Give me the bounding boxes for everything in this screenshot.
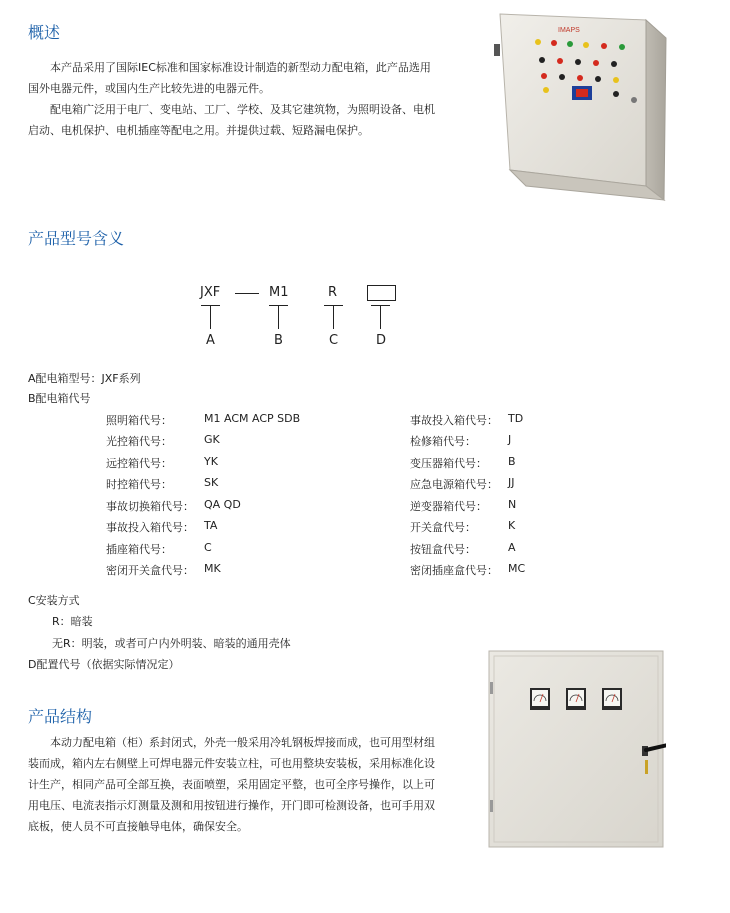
- code-value: SK: [204, 476, 219, 489]
- code-r: R: [328, 285, 338, 300]
- code-letter-d: D: [376, 333, 387, 348]
- code-value: K: [508, 519, 516, 532]
- code-value: QA QD: [204, 498, 241, 511]
- non-r-description: 无R：明装，或者可户内外明装、暗装的通用壳体: [52, 637, 291, 650]
- code-letter-c: C: [329, 333, 339, 348]
- c-description: C安装方式: [28, 594, 80, 607]
- code-value: B: [508, 455, 516, 468]
- button-icon: [613, 77, 619, 83]
- structure-text: [28, 732, 440, 837]
- r-description: R：暗装: [52, 615, 93, 628]
- code-value: M1 ACM ACP SDB: [204, 412, 301, 425]
- code-value: JJ: [508, 476, 515, 489]
- b-description: B配电箱代号: [28, 392, 91, 405]
- lock-icon: [631, 97, 637, 103]
- code-name: 开关盒代号：: [410, 521, 476, 534]
- indicator-light: [601, 43, 607, 49]
- code-d-box: [367, 285, 396, 301]
- button-icon: [595, 76, 601, 82]
- code-name: 事故投入箱代号：: [106, 521, 194, 534]
- indicator-light: [551, 40, 557, 46]
- overview-text: [28, 57, 440, 141]
- button-icon: [611, 61, 617, 67]
- distribution-box-photo: [488, 10, 674, 202]
- button-icon: [577, 75, 583, 81]
- model-title: 产品型号含义: [28, 229, 125, 248]
- indicator-light: [583, 42, 589, 48]
- code-name: 逆变器箱代号：: [410, 500, 487, 513]
- button-icon: [557, 58, 563, 64]
- d-description: D配置代号（依据实际情况定）: [28, 658, 180, 671]
- code-value: TA: [204, 519, 218, 532]
- meter-icon: [602, 688, 622, 710]
- code-name: 检修箱代号：: [410, 435, 476, 448]
- code-m1: M1: [269, 285, 289, 300]
- code-name: 照明箱代号：: [106, 414, 172, 427]
- button-icon: [541, 73, 547, 79]
- code-name: 密闭开关盒代号：: [106, 564, 194, 577]
- a-description: A配电箱型号：JXF系列: [28, 372, 141, 385]
- indicator-light: [619, 44, 625, 50]
- code-value: A: [508, 541, 516, 554]
- code-name: 光控箱代号：: [106, 435, 172, 448]
- code-value: J: [508, 433, 512, 446]
- nameplate-mark: [576, 89, 588, 97]
- code-name: 时控箱代号：: [106, 478, 172, 491]
- cabinet-brand: IMAPS: [558, 27, 580, 34]
- hinge-icon: [494, 44, 500, 56]
- code-value: MK: [204, 562, 221, 575]
- code-dash: [235, 293, 259, 294]
- indicator-light: [567, 41, 573, 47]
- hinge-icon: [490, 800, 493, 812]
- meter-icon: [530, 688, 550, 710]
- hinge-icon: [490, 682, 493, 694]
- code-value: C: [204, 541, 212, 554]
- code-letter-a: A: [206, 333, 215, 348]
- overview-title: 概述: [28, 23, 61, 42]
- button-icon: [559, 74, 565, 80]
- code-name: 变压器箱代号：: [410, 457, 487, 470]
- code-value: YK: [204, 455, 218, 468]
- code-name: 事故投入箱代号：: [410, 414, 498, 427]
- code-name: 应急电源箱代号：: [410, 478, 498, 491]
- structure-paragraph: 本动力配电箱（柜）系封闭式，外壳一般采用冷轧钢板焊接而成，也可用型材组装而成，箱内左右侧壁上可焊电器元件安装立柱，可也用整块安装板，采用标准化设计生产，相同产品可全部互换，表面喷塑，采用固定平整，也可全序号操作，以上可用电压、电流表指示灯测量及测和用按钮进行操作，开门即可检测设备，也可手用双底板，使人员不可直接触导电体，确保安全。: [28, 736, 435, 833]
- code-name: 按钮盒代号：: [410, 543, 476, 556]
- code-value: MC: [508, 562, 526, 575]
- code-value: TD: [508, 412, 524, 425]
- button-icon: [539, 57, 545, 63]
- code-letter-b: B: [274, 333, 283, 348]
- meter-icon: [566, 688, 586, 710]
- button-icon: [593, 60, 599, 66]
- distribution-cabinet-photo: [488, 650, 666, 850]
- code-name: 远控箱代号：: [106, 457, 172, 470]
- code-name: 事故切换箱代号：: [106, 500, 194, 513]
- button-icon: [613, 91, 619, 97]
- code-name: 密闭插座盒代号：: [410, 564, 498, 577]
- overview-paragraph-2: 配电箱广泛用于电厂、变电站、工厂、学校、及其它建筑物，为照明设备、电机启动、电机保护、电机插座等配电之用。并提供过载、短路漏电保护。: [28, 103, 435, 137]
- cabinet-side: [646, 20, 666, 200]
- button-icon: [543, 87, 549, 93]
- code-value: N: [508, 498, 517, 511]
- code-name: 插座箱代号：: [106, 543, 172, 556]
- structure-title: 产品结构: [28, 707, 93, 726]
- cabinet-door: [489, 651, 663, 847]
- button-icon: [575, 59, 581, 65]
- overview-paragraph-1: 本产品采用了国际IEC标准和国家标准设计制造的新型动力配电箱，此产品选用国外电器元件，或国内生产比较先进的电器元件。: [28, 61, 431, 95]
- code-value: GK: [204, 433, 220, 446]
- code-jxf: JXF: [200, 285, 221, 300]
- indicator-light: [535, 39, 541, 45]
